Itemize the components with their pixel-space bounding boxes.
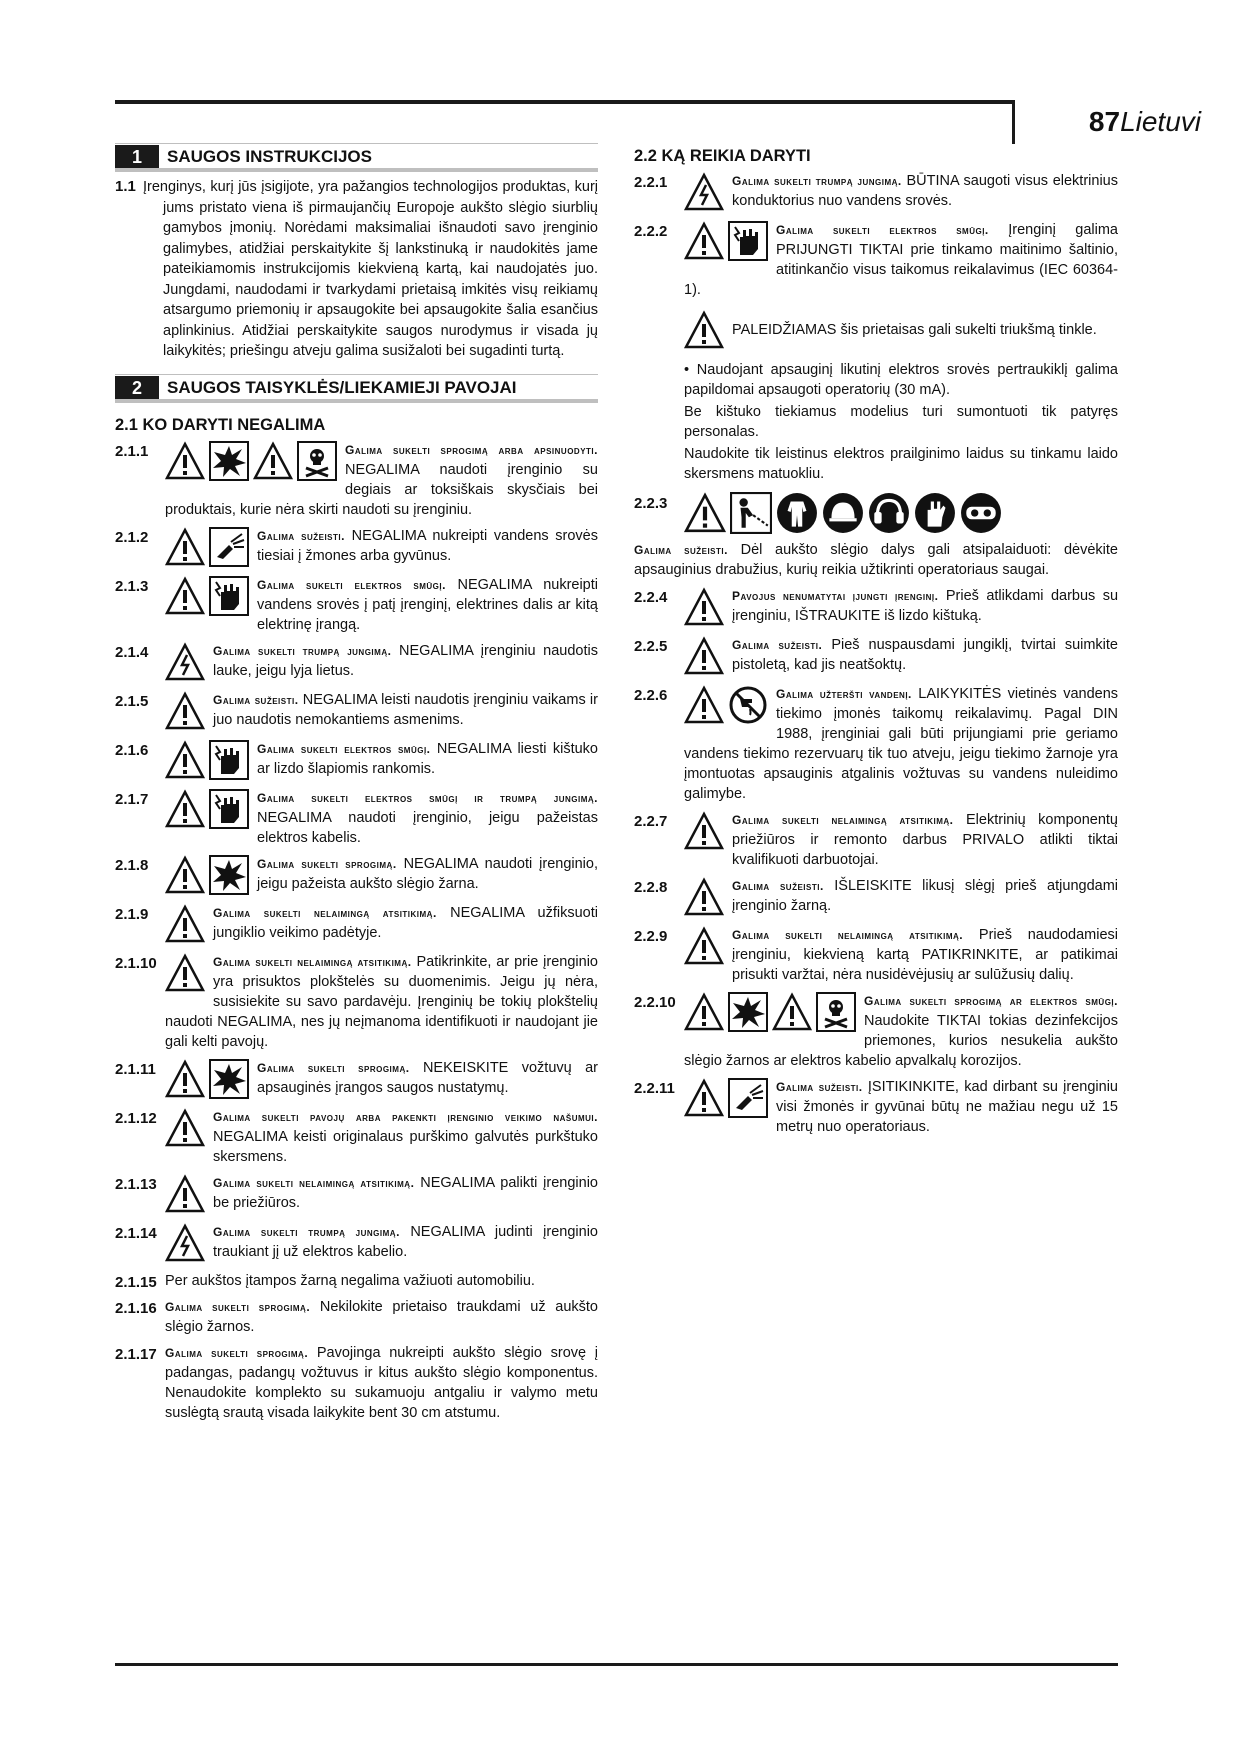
item-keyword: Galima sužeisti. [732, 638, 823, 652]
item-icons [165, 855, 249, 895]
item-icons [165, 1223, 205, 1263]
page-language: Lietuvi [1120, 106, 1201, 137]
item-icons [165, 789, 249, 829]
spray-operator-icon [730, 492, 772, 534]
page-number: 87 [1088, 106, 1121, 137]
goggles-icon [960, 492, 1002, 534]
item-body: Prieš atlikdami darbus su įrenginiu, IŠTRAUKITE iš lizdo kištuką. [732, 588, 1119, 624]
item-number: 2.2.6 [634, 687, 668, 704]
item-keyword: Galima sužeisti. [213, 692, 299, 707]
safety-item [634, 876, 1118, 919]
warning-icon [165, 527, 205, 567]
warning-icon [165, 740, 205, 780]
safety-item [115, 903, 598, 946]
safety-item [115, 739, 598, 782]
item-icons [165, 642, 205, 682]
item-keyword: Galima sužeisti. [257, 528, 345, 543]
item-icons [165, 441, 337, 481]
electric-warning-icon [165, 642, 205, 682]
shock-hand-icon [209, 789, 249, 829]
intro-text: Įrenginys, kurį jūs įsigijote, yra pažangios technologijos produktas, kurį jums pristato viena iš pirmaujančių Europoje aukšto slėgio siurblių gamybos įmonių. Norėdami maksimaliai išnaudoti savo įrenginio galimybes, atidžiai perskaitykite šį lankstinuką ir naudokitės jame pateikiamomis instrukcijomis kiekvieną kartą, kai naudojatės juo. Jungdami, naudodami ir tvarkydami prietaisą imkitės visų reikiamų atsargumo priemonių ir apsaugokite bei apsaugokite šalia esančius aplinkinius. Atidžiai perskaitykite saugos nurodymus ir visada jų laikykitės; priešingu atveju galima susižaloti bei sugadinti turtą. [143, 179, 598, 359]
item-icons [165, 527, 249, 567]
item-keyword: Pavojus nenumatytai įjungti įrenginį. [732, 589, 939, 603]
section-title: SAUGOS INSTRUKCIJOS [167, 147, 372, 166]
item-keyword: Galima sukelti trumpą jungimą. [213, 1224, 400, 1239]
right-column [634, 145, 1118, 1143]
item-icons [165, 953, 205, 993]
item-keyword: Galima sukelti pavojų arba pakenkti įrenginio veikimo našumui. [213, 1109, 598, 1124]
safety-item [115, 690, 598, 733]
item-keyword: Galima sužeisti. [732, 879, 824, 893]
item-number: 2.1.7 [115, 790, 149, 808]
warning-icon [165, 1059, 205, 1099]
gloves-icon [914, 492, 956, 534]
item-number: 2.1.5 [115, 692, 149, 710]
explosion-icon [209, 1059, 249, 1099]
item-number: 2.2.10 [634, 994, 676, 1011]
item-icons [165, 1059, 249, 1099]
intro-paragraph [115, 177, 598, 362]
item-number: 2.1.8 [115, 856, 149, 874]
item-body: Pieš nuspausdami jungiklį, tvirtai suimkite pistoletą, kad jis neatšoktų. [732, 637, 1119, 673]
item-body: Nekilokite prietaiso traukdami už aukšto slėgio žarnos. [165, 1298, 598, 1335]
item-number: 2.1.10 [115, 954, 157, 972]
item-keyword: Galima sukelti nelaimingą atsitikimą. [213, 905, 437, 920]
item-body: NEGALIMA naudoti įrenginio su degiais ar toksiškais skysčiais bei produktais, kurie nėra skirti naudoti su įrenginiu. [165, 461, 598, 518]
item-number: 2.1.14 [115, 1224, 157, 1242]
shock-hand-icon [209, 576, 249, 616]
toxic-icon [816, 992, 856, 1032]
safety-item [115, 1297, 598, 1337]
item-icons [684, 877, 724, 917]
safety-item [115, 854, 598, 897]
warning-icon [684, 811, 724, 851]
extension-note: Naudokite tik leistinus elektros prailginimo laidus su tinkamu laido skersmens matuokliu. [684, 446, 1118, 482]
item-number: 2.1.6 [115, 741, 149, 759]
warning-icon [165, 855, 205, 895]
item-number: 2.2.3 [634, 495, 668, 512]
section-title: SAUGOS TAISYKLĖS/LIEKAMIEJI PAVOJAI [167, 377, 517, 397]
item-keyword: Galima sukelti nelaimingą atsitikimą. [213, 1175, 415, 1190]
safety-item [115, 1343, 598, 1423]
safety-item [634, 1077, 1118, 1137]
warning-icon [684, 310, 724, 350]
item-keyword: Galima sukelti sprogimą. [257, 1060, 410, 1075]
item-icons [684, 172, 724, 212]
intro-number: 1.1 [115, 178, 136, 195]
warning-icon [684, 310, 724, 350]
item-body: Įrenginį galima PRIJUNGTI TIKTAI prie tinkamo maitinimo šaltinio, atitinkančio visus taikomus reikalavimus (IEC 60364-1). [684, 222, 1118, 298]
item-body: NEGALIMA naudoti įrenginio, jeigu pažeista aukšto slėgio žarna. [257, 855, 598, 892]
noise-warning [684, 310, 1118, 350]
item-body: Dėl aukšto slėgio dalys gali atsipalaiduoti: dėvėkite apsauginius drabužius, kurių reikia užtikrinti operatoriaus saugai. [634, 542, 1118, 578]
item-icons [165, 691, 205, 731]
item-number: 2.2.11 [634, 1080, 675, 1097]
item-body: Elektrinių komponentų priežiūros ir remonto darbus PRIVALO atlikti tiktai kvalifikuoti darbuotojai. [732, 812, 1118, 868]
item-body: NEGALIMA palikti įrenginio be priežiūros. [213, 1174, 598, 1211]
ppe-icons [684, 492, 1110, 534]
item-body: NEGALIMA įrenginiu naudotis lauke, jeigu lyja lietus. [213, 642, 598, 679]
warning-icon [684, 926, 724, 966]
warning-icon [684, 492, 726, 534]
item-number: 2.1.4 [115, 643, 149, 661]
item-body: Naudokite TIKTAI tokias dezinfekcijos priemones, kurios nesukelia aukšto slėgio žarnos ar elektros kabelio apvalkalų korozijos. [684, 1013, 1118, 1069]
item-keyword: Galima sukelti trumpą jungimą. [213, 643, 392, 658]
warning-icon [165, 441, 205, 481]
warning-icon [165, 1108, 205, 1148]
safety-item [115, 1058, 598, 1101]
safety-item [115, 1222, 598, 1265]
item-icons [684, 811, 724, 851]
item-number: 2.2.8 [634, 879, 668, 896]
safety-item [115, 526, 598, 569]
shock-hand-icon [728, 221, 768, 261]
item-keyword: Galima sukelti elektros smūgį. [257, 741, 431, 756]
spray-hand-icon [209, 527, 249, 567]
item-body: ĮSITIKINKITE, kad dirbant su įrenginiu visi žmonės ir gyvūnai būtų ne mažiau negu už 15 metrų nuo operatoriaus. [776, 1079, 1118, 1135]
item-number: 2.2.4 [634, 589, 668, 606]
item-body: NEGALIMA užfiksuoti jungiklio veikimo padėtyje. [213, 904, 598, 941]
item-keyword: Galima sukelti sprogimą arba apsinuodyti. [345, 442, 598, 457]
safety-item [115, 952, 598, 1052]
warning-icon [684, 221, 724, 261]
item-number: 2.2.5 [634, 638, 668, 655]
item-icons [165, 576, 249, 616]
electric-warning-icon [684, 172, 724, 212]
plug-note: Be kištuko tiekiamus modelius turi sumontuoti tik patyręs personalas. [684, 404, 1118, 440]
noise-warning-text: PALEIDŽIAMAS šis prietaisas gali sukelti triukšmą tinkle. [732, 322, 1097, 338]
item-body: Per aukštos įtampos žarną negalima važiuoti automobiliu. [165, 1272, 535, 1289]
item-number: 2.1.9 [115, 905, 149, 923]
explosion-icon [209, 441, 249, 481]
item-number: 2.1.17 [115, 1345, 157, 1363]
item-body: IŠLEISKITE likusį slėgį prieš atjungdami įrenginio žarną. [732, 878, 1118, 914]
item-keyword: Galima sukelti elektros smūgį. [776, 223, 989, 237]
item-keyword: Galima užteršti vandenį. [776, 687, 912, 701]
top-rule [115, 100, 1015, 104]
safety-item [115, 440, 598, 520]
safety-item [634, 810, 1118, 870]
item-icons [165, 740, 249, 780]
warning-icon [165, 953, 205, 993]
item-keyword: Galima sukelti sprogimą. [257, 856, 397, 871]
item-body: NEKEISKITE vožtuvų ar apsauginės įrangos saugos nustatymų. [257, 1059, 598, 1096]
item-number: 2.2.2 [634, 223, 668, 240]
item-number: 2.2.7 [634, 813, 668, 830]
safety-item [115, 1271, 598, 1291]
item-icons [165, 904, 205, 944]
warning-icon [684, 1078, 724, 1118]
explosion-icon [209, 855, 249, 895]
item-keyword: Galima sužeisti. [634, 543, 728, 557]
item-icons [684, 587, 724, 627]
safety-item [634, 925, 1118, 985]
ear-protection-icon [868, 492, 910, 534]
item-body: Prieš naudodamiesi įrenginiu, kiekvieną kartą PATIKRINKITE, ar patikimai prisukti varžtai, nėra nusidėvėjusių ar sulūžusių dalių. [732, 927, 1118, 983]
item-body: NEGALIMA nukreipti vandens srovės tiesiai į žmones arba gyvūnus. [257, 527, 598, 564]
item-icons [165, 1174, 205, 1214]
item-keyword: Galima sukelti sprogimą. [165, 1345, 309, 1360]
safety-item [115, 1107, 598, 1167]
warning-icon [684, 636, 724, 676]
item-body: Patikrinkite, ar prie įrenginio yra prisuktos plokštelės su duomenimis. Jeigu jų nėra, susisiekite su savo pardavėju. Įrenginių be tokių plokštelių naudoti NEGALIMA, nes jų neįmanoma identifikuoti ir naudojant jie gali kelti pavojų. [165, 953, 598, 1050]
item-body: LAIKYKITĖS vietinės vandens tiekimo įmonės taikomų reikalavimų. Pagal DIN 1988, įrenginiai gali būti prijungiami prie geriamo vandens tiekimo rezervuarų tik tuo atveju, jeigu tiekimo žarnoje yra įmontuotas apsauginis atgalinis vožtuvas su vandens nuleidimo galimybe. [684, 686, 1119, 802]
helmet-icon [822, 492, 864, 534]
item-keyword: Galima sukelti elektros smūgį. [257, 577, 446, 592]
item-number: 2.1.13 [115, 1175, 157, 1193]
item-number: 2.1.15 [115, 1273, 157, 1291]
warning-icon [684, 992, 724, 1032]
item-icons [684, 685, 768, 725]
item-icons [684, 1078, 768, 1118]
item-body: NEGALIMA liesti kištuko ar lizdo šlapiomis rankomis. [257, 740, 598, 777]
warning-icon [165, 576, 205, 616]
bottom-rule [115, 1663, 1118, 1666]
item-body: BŪTINA saugoti visus elektrinius konduktorius nuo vandens srovės. [732, 173, 1118, 209]
subsection-2-1-title: 2.1 KO DARYTI NEGALIMA [115, 415, 326, 434]
rcd-note: • Naudojant apsauginį likutinį elektros srovės pertraukiklį galima papildomai apsaugoti operatorių (30 mA). [684, 362, 1118, 398]
safety-item [634, 171, 1118, 214]
safety-item [115, 641, 598, 684]
warning-icon [684, 877, 724, 917]
warning-icon [684, 587, 724, 627]
safety-item [634, 635, 1118, 678]
shock-hand-icon [209, 740, 249, 780]
subsection-2-2-title: 2.2 KĄ REIKIA DARYTI [634, 147, 811, 165]
item-body: NEGALIMA naudoti įrenginio, jeigu pažeistas elektros kabelis. [257, 809, 598, 846]
item-text [634, 540, 1118, 580]
electric-warning-icon [165, 1223, 205, 1263]
spray-hand-icon [728, 1078, 768, 1118]
item-body: NEGALIMA nukreipti vandens srovės į patį įrenginį, elektrines dalis ar kitą elektrinę įrangą. [257, 576, 598, 633]
warning-icon [165, 904, 205, 944]
item-number: 2.2.9 [634, 928, 668, 945]
safety-item [115, 1173, 598, 1216]
safety-item [634, 991, 1118, 1071]
warning-icon [253, 441, 293, 481]
item-icons [165, 1108, 205, 1148]
warning-icon [684, 685, 724, 725]
safety-item [634, 684, 1118, 804]
item-body: NEGALIMA keisti originalaus purškimo galvutės purkštuko skersmens. [213, 1128, 598, 1165]
item-icons [684, 221, 768, 261]
item-keyword: Galima sukelti sprogimą. [165, 1299, 311, 1314]
safety-item [634, 220, 1118, 300]
item-number: 2.1.16 [115, 1299, 157, 1317]
safety-item [115, 788, 598, 848]
page-header [1089, 106, 1201, 138]
overalls-icon [776, 492, 818, 534]
warning-icon [165, 789, 205, 829]
warning-icon [165, 1174, 205, 1214]
item-icons [684, 926, 724, 966]
section-number: 2 [115, 376, 159, 400]
no-drinking-water-icon [728, 685, 768, 725]
explosion-icon [728, 992, 768, 1032]
item-icons [684, 636, 724, 676]
item-icons [684, 992, 856, 1032]
item-number: 2.1.12 [115, 1109, 157, 1127]
section-1-heading [115, 145, 598, 169]
do-list-a [634, 171, 1118, 300]
item-body: NEGALIMA judinti įrenginio traukiant jį už elektros kabelio. [213, 1223, 598, 1260]
warning-icon [165, 691, 205, 731]
toxic-icon [297, 441, 337, 481]
item-number: 2.1.11 [115, 1060, 156, 1078]
item-keyword: Galima sukelti nelaimingą atsitikimą. [732, 928, 964, 942]
header-divider [1012, 100, 1015, 144]
item-number: 2.1.2 [115, 528, 149, 546]
item-keyword: Galima sukelti sprogimą ar elektros smūgį. [864, 994, 1118, 1008]
item-keyword: Galima sukelti nelaimingą atsitikimą. [732, 813, 954, 827]
item-body: Pavojinga nukreipti aukšto slėgio srovę į padangas, padangų vožtuvus ir kitus aukšto slėgio komponentus. Nenaudokite komplekto su sukamuoju antgaliu ir valymo metu suslėgtą srautą visada laikykite bent 30 cm atstumu. [165, 1344, 598, 1421]
item-number: 2.1.3 [115, 577, 149, 595]
left-column [115, 145, 598, 1429]
item-keyword: Galima sukelti trumpą jungimą. [732, 174, 902, 188]
item-body: NEGALIMA leisti naudotis įrenginiu vaikams ir juo naudotis nemokantiems asmenims. [213, 691, 598, 728]
safety-item [115, 575, 598, 635]
item-keyword: Galima sukelti elektros smūgį ir trumpą jungimą. [257, 790, 598, 805]
item-number: 2.2.1 [634, 174, 668, 191]
dont-list [115, 440, 598, 1423]
do-list-b [634, 586, 1118, 1137]
item-keyword: Galima sukelti nelaimingą atsitikimą. [213, 954, 412, 969]
section-2-heading [115, 376, 598, 400]
section-number: 1 [115, 145, 159, 169]
item-number: 2.1.1 [115, 442, 149, 460]
safety-item [634, 586, 1118, 629]
warning-icon [772, 992, 812, 1032]
item-2-2-3 [634, 492, 1118, 580]
item-keyword: Galima sužeisti. [776, 1080, 863, 1094]
